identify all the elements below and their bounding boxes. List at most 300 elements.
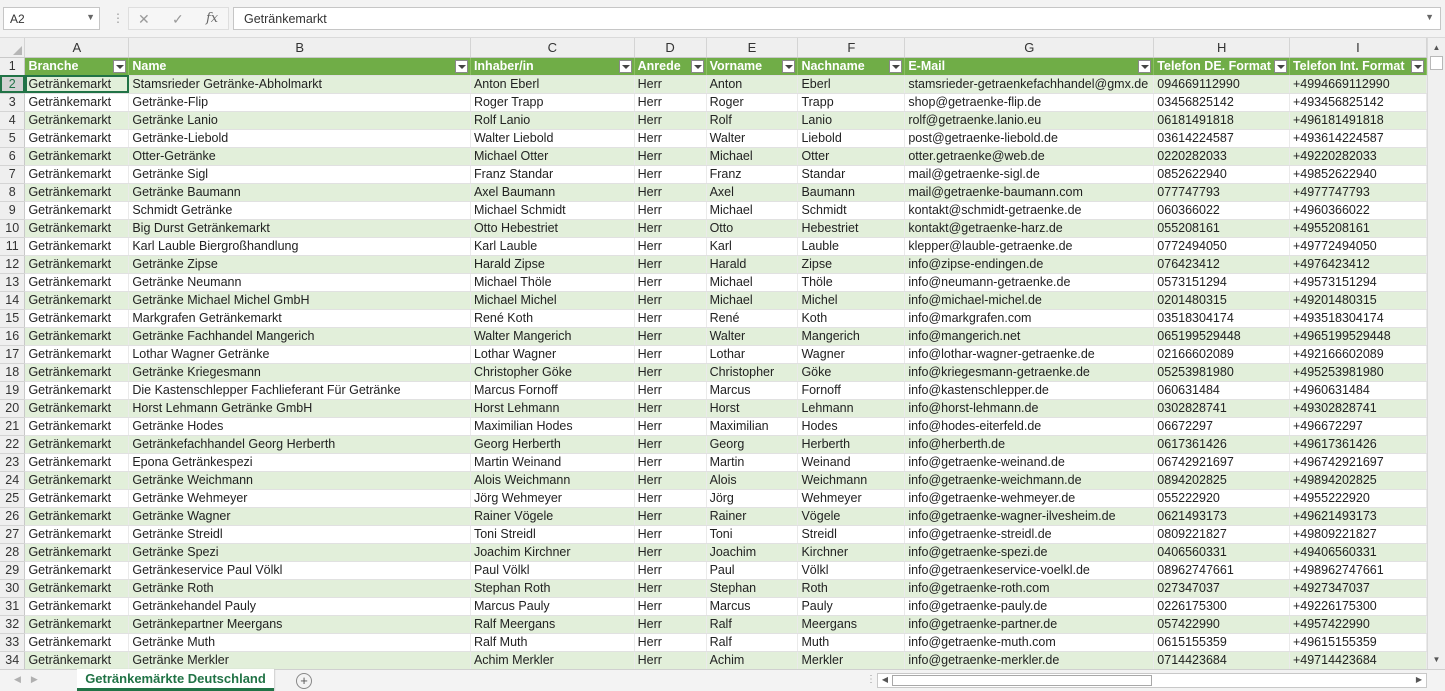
row-header[interactable]: 23 bbox=[0, 453, 25, 471]
cell[interactable]: Liebold bbox=[798, 129, 905, 147]
cell[interactable]: Michel bbox=[798, 291, 905, 309]
row-header[interactable]: 7 bbox=[0, 165, 25, 183]
cell[interactable]: 055208161 bbox=[1154, 219, 1290, 237]
filter-dropdown-icon[interactable] bbox=[1411, 60, 1424, 73]
cell[interactable]: +49714423684 bbox=[1289, 651, 1426, 669]
filter-dropdown-icon[interactable] bbox=[1274, 60, 1287, 73]
cell[interactable]: Getränke-Flip bbox=[129, 93, 471, 111]
cell[interactable]: Georg bbox=[706, 435, 798, 453]
row-header[interactable]: 33 bbox=[0, 633, 25, 651]
cell[interactable]: 0302828741 bbox=[1154, 399, 1290, 417]
cell[interactable]: Getränkemarkt bbox=[25, 507, 129, 525]
cell[interactable]: info@getraenke-weichmann.de bbox=[905, 471, 1154, 489]
cell[interactable]: Toni Streidl bbox=[470, 525, 634, 543]
table-header-cell[interactable] bbox=[1154, 57, 1290, 75]
row-header[interactable]: 31 bbox=[0, 597, 25, 615]
column-header-e[interactable]: E bbox=[706, 38, 798, 57]
cell[interactable]: Joachim bbox=[706, 543, 798, 561]
cell[interactable]: Getränkemarkt bbox=[25, 615, 129, 633]
scroll-left-icon[interactable]: ◀ bbox=[881, 675, 889, 684]
row-header[interactable]: 14 bbox=[0, 291, 25, 309]
filter-dropdown-icon[interactable] bbox=[455, 60, 468, 73]
cell[interactable]: Lothar bbox=[706, 345, 798, 363]
cell[interactable]: Getränke Fachhandel Mangerich bbox=[129, 327, 471, 345]
cell[interactable]: info@lothar-wagner-getraenke.de bbox=[905, 345, 1154, 363]
cell[interactable]: Getränkemarkt bbox=[25, 93, 129, 111]
cell[interactable]: +498962747661 bbox=[1289, 561, 1426, 579]
cell[interactable]: Getränke Roth bbox=[129, 579, 471, 597]
cell[interactable]: Getränkemarkt bbox=[25, 183, 129, 201]
cell[interactable]: info@herberth.de bbox=[905, 435, 1154, 453]
cell[interactable]: Getränkemarkt bbox=[25, 381, 129, 399]
cell[interactable]: Pauly bbox=[798, 597, 905, 615]
horizontal-scroll-thumb[interactable] bbox=[892, 675, 1152, 686]
cell[interactable]: 03518304174 bbox=[1154, 309, 1290, 327]
row-header[interactable]: 11 bbox=[0, 237, 25, 255]
cell[interactable]: Martin bbox=[706, 453, 798, 471]
cell[interactable]: info@getraenke-partner.de bbox=[905, 615, 1154, 633]
cell[interactable]: Kirchner bbox=[798, 543, 905, 561]
cell[interactable]: info@getraenke-streidl.de bbox=[905, 525, 1154, 543]
cell[interactable]: Getränkemarkt bbox=[25, 327, 129, 345]
cell[interactable]: Michael bbox=[706, 291, 798, 309]
cell[interactable]: Franz bbox=[706, 165, 798, 183]
cell[interactable]: Getränkemarkt bbox=[25, 489, 129, 507]
cell[interactable]: 057422990 bbox=[1154, 615, 1290, 633]
cell[interactable]: +4960366022 bbox=[1289, 201, 1426, 219]
cell[interactable]: Georg Herberth bbox=[470, 435, 634, 453]
filter-dropdown-icon[interactable] bbox=[1138, 60, 1151, 73]
cell[interactable]: Otto Hebestriet bbox=[470, 219, 634, 237]
cell[interactable]: Lehmann bbox=[798, 399, 905, 417]
column-header-c[interactable]: C bbox=[470, 38, 634, 57]
row-header[interactable]: 10 bbox=[0, 219, 25, 237]
cell[interactable]: Michael Michel bbox=[470, 291, 634, 309]
cell[interactable]: +49302828741 bbox=[1289, 399, 1426, 417]
cell[interactable]: Eberl bbox=[798, 75, 905, 93]
chevron-down-icon[interactable]: ▼ bbox=[86, 12, 95, 22]
cell[interactable]: Getränkemarkt bbox=[25, 237, 129, 255]
cell[interactable]: info@horst-lehmann.de bbox=[905, 399, 1154, 417]
cell[interactable]: info@mangerich.net bbox=[905, 327, 1154, 345]
cell[interactable]: Axel Baumann bbox=[470, 183, 634, 201]
sheet-nav-arrows-icon[interactable]: ◀▶ bbox=[14, 674, 48, 684]
cell[interactable]: 0226175300 bbox=[1154, 597, 1290, 615]
table-header-cell[interactable] bbox=[706, 57, 798, 75]
cell[interactable]: +496742921697 bbox=[1289, 453, 1426, 471]
cell[interactable]: Roth bbox=[798, 579, 905, 597]
cell[interactable]: Walter bbox=[706, 327, 798, 345]
cell[interactable]: 060631484 bbox=[1154, 381, 1290, 399]
cell[interactable]: Marcus bbox=[706, 381, 798, 399]
cell[interactable]: Paul bbox=[706, 561, 798, 579]
cell[interactable]: Herr bbox=[634, 111, 706, 129]
filter-dropdown-icon[interactable] bbox=[782, 60, 795, 73]
cell[interactable]: Thöle bbox=[798, 273, 905, 291]
scroll-down-icon[interactable]: ▼ bbox=[1432, 655, 1441, 664]
name-box[interactable] bbox=[3, 7, 100, 30]
cell[interactable]: post@getraenke-liebold.de bbox=[905, 129, 1154, 147]
cell[interactable]: info@michael-michel.de bbox=[905, 291, 1154, 309]
chevron-down-icon[interactable]: ▼ bbox=[1425, 12, 1434, 22]
cell[interactable]: Getränkemarkt bbox=[25, 147, 129, 165]
column-header-b[interactable]: B bbox=[129, 38, 471, 57]
cell[interactable]: 055222920 bbox=[1154, 489, 1290, 507]
cell[interactable]: Axel bbox=[706, 183, 798, 201]
cell[interactable]: 0617361426 bbox=[1154, 435, 1290, 453]
column-header-f[interactable]: F bbox=[798, 38, 905, 57]
cell[interactable]: Herr bbox=[634, 489, 706, 507]
cell[interactable]: 0615155359 bbox=[1154, 633, 1290, 651]
cell[interactable]: +49226175300 bbox=[1289, 597, 1426, 615]
cell[interactable]: 05253981980 bbox=[1154, 363, 1290, 381]
cell[interactable]: Ralf Meergans bbox=[470, 615, 634, 633]
cell[interactable]: info@getraenke-pauly.de bbox=[905, 597, 1154, 615]
cell[interactable]: Michael bbox=[706, 201, 798, 219]
cell[interactable]: +49617361426 bbox=[1289, 435, 1426, 453]
cell[interactable]: Getränke Muth bbox=[129, 633, 471, 651]
cell[interactable]: Karl Lauble bbox=[470, 237, 634, 255]
cell[interactable]: Markgrafen Getränkemarkt bbox=[129, 309, 471, 327]
cell[interactable]: Jörg Wehmeyer bbox=[470, 489, 634, 507]
cell[interactable]: 0772494050 bbox=[1154, 237, 1290, 255]
cell[interactable]: Getränkemarkt bbox=[25, 453, 129, 471]
cell[interactable]: +4994669112990 bbox=[1289, 75, 1426, 93]
cell[interactable]: +496672297 bbox=[1289, 417, 1426, 435]
cell[interactable]: Franz Standar bbox=[470, 165, 634, 183]
table-header-cell[interactable] bbox=[905, 57, 1154, 75]
cell[interactable]: info@getraenke-wagner-ilvesheim.de bbox=[905, 507, 1154, 525]
row-header[interactable]: 29 bbox=[0, 561, 25, 579]
cell[interactable]: Getränke Neumann bbox=[129, 273, 471, 291]
cell[interactable]: Anton Eberl bbox=[470, 75, 634, 93]
cell[interactable]: 060366022 bbox=[1154, 201, 1290, 219]
cell[interactable]: +49772494050 bbox=[1289, 237, 1426, 255]
row-header[interactable]: 3 bbox=[0, 93, 25, 111]
cell[interactable]: Getränke Spezi bbox=[129, 543, 471, 561]
cell[interactable]: Stephan bbox=[706, 579, 798, 597]
cell[interactable]: Joachim Kirchner bbox=[470, 543, 634, 561]
cell[interactable]: Herr bbox=[634, 147, 706, 165]
cell[interactable]: +49406560331 bbox=[1289, 543, 1426, 561]
cell[interactable]: Getränke Wehmeyer bbox=[129, 489, 471, 507]
cell[interactable]: Herr bbox=[634, 309, 706, 327]
cell[interactable]: Stephan Roth bbox=[470, 579, 634, 597]
cell[interactable]: +49220282033 bbox=[1289, 147, 1426, 165]
cell[interactable]: info@getraenkeservice-voelkl.de bbox=[905, 561, 1154, 579]
cell[interactable]: info@neumann-getraenke.de bbox=[905, 273, 1154, 291]
cell[interactable]: Roger Trapp bbox=[470, 93, 634, 111]
cell[interactable]: Getränkemarkt bbox=[25, 165, 129, 183]
cell[interactable]: Hodes bbox=[798, 417, 905, 435]
cell[interactable]: info@kriegesmann-getraenke.de bbox=[905, 363, 1154, 381]
cell[interactable]: Christopher bbox=[706, 363, 798, 381]
cell[interactable]: Standar bbox=[798, 165, 905, 183]
cell[interactable]: Weinand bbox=[798, 453, 905, 471]
cell[interactable]: Streidl bbox=[798, 525, 905, 543]
cell[interactable]: Alois bbox=[706, 471, 798, 489]
cell[interactable]: Otter-Getränke bbox=[129, 147, 471, 165]
cell[interactable]: Alois Weichmann bbox=[470, 471, 634, 489]
cell[interactable]: Getränkemarkt bbox=[25, 597, 129, 615]
cell[interactable]: Getränkemarkt bbox=[25, 651, 129, 669]
scroll-up-icon[interactable]: ▲ bbox=[1432, 43, 1441, 52]
cell[interactable]: Michael Otter bbox=[470, 147, 634, 165]
cell[interactable]: Michael Schmidt bbox=[470, 201, 634, 219]
cell[interactable]: Herr bbox=[634, 471, 706, 489]
row-header[interactable]: 4 bbox=[0, 111, 25, 129]
cell[interactable]: Herr bbox=[634, 453, 706, 471]
cell[interactable]: Walter bbox=[706, 129, 798, 147]
cell[interactable]: Herr bbox=[634, 543, 706, 561]
cell[interactable]: rolf@getraenke.lanio.eu bbox=[905, 111, 1154, 129]
cell[interactable]: Lanio bbox=[798, 111, 905, 129]
cell[interactable]: Michael bbox=[706, 273, 798, 291]
cell[interactable]: Herr bbox=[634, 597, 706, 615]
cell[interactable]: info@getraenke-roth.com bbox=[905, 579, 1154, 597]
cancel-icon[interactable]: ✕ bbox=[138, 11, 150, 27]
check-icon[interactable]: ✓ bbox=[172, 11, 184, 27]
cell[interactable]: Wehmeyer bbox=[798, 489, 905, 507]
cell[interactable]: Getränkemarkt bbox=[25, 75, 129, 93]
cell[interactable]: Getränkemarkt bbox=[25, 129, 129, 147]
cell[interactable]: Marcus bbox=[706, 597, 798, 615]
row-header[interactable]: 16 bbox=[0, 327, 25, 345]
cell[interactable]: kontakt@getraenke-harz.de bbox=[905, 219, 1154, 237]
cell[interactable]: Getränkepartner Meergans bbox=[129, 615, 471, 633]
cell[interactable]: Herr bbox=[634, 417, 706, 435]
table-header-cell[interactable] bbox=[798, 57, 905, 75]
cell[interactable]: +4955222920 bbox=[1289, 489, 1426, 507]
row-header[interactable]: 13 bbox=[0, 273, 25, 291]
cell[interactable]: Ralf bbox=[706, 615, 798, 633]
cell[interactable]: Achim bbox=[706, 651, 798, 669]
cell[interactable]: +493456825142 bbox=[1289, 93, 1426, 111]
cell[interactable]: mail@getraenke-sigl.de bbox=[905, 165, 1154, 183]
cell[interactable]: Horst Lehmann bbox=[470, 399, 634, 417]
cell[interactable]: 06181491818 bbox=[1154, 111, 1290, 129]
cell[interactable]: Herr bbox=[634, 507, 706, 525]
cell[interactable]: Getränkemarkt bbox=[25, 201, 129, 219]
cell[interactable]: stamsrieder-getraenkefachhandel@gmx.de bbox=[905, 75, 1154, 93]
cell[interactable]: info@kastenschlepper.de bbox=[905, 381, 1154, 399]
cell[interactable]: Baumann bbox=[798, 183, 905, 201]
cell[interactable]: Herr bbox=[634, 255, 706, 273]
cell[interactable]: 03456825142 bbox=[1154, 93, 1290, 111]
row-header[interactable]: 5 bbox=[0, 129, 25, 147]
cell[interactable]: Getränkemarkt bbox=[25, 291, 129, 309]
cell[interactable]: Muth bbox=[798, 633, 905, 651]
cell[interactable]: Völkl bbox=[798, 561, 905, 579]
cell[interactable]: Herr bbox=[634, 201, 706, 219]
cell[interactable]: Lothar Wagner Getränke bbox=[129, 345, 471, 363]
cell[interactable]: +49809221827 bbox=[1289, 525, 1426, 543]
cell[interactable]: info@getraenke-merkler.de bbox=[905, 651, 1154, 669]
row-header[interactable]: 1 bbox=[0, 57, 25, 75]
cell[interactable]: Michael bbox=[706, 147, 798, 165]
cell[interactable]: Merkler bbox=[798, 651, 905, 669]
cell[interactable]: Getränke Baumann bbox=[129, 183, 471, 201]
cell[interactable]: Trapp bbox=[798, 93, 905, 111]
cell[interactable]: Horst bbox=[706, 399, 798, 417]
row-header[interactable]: 8 bbox=[0, 183, 25, 201]
cell[interactable]: Roger bbox=[706, 93, 798, 111]
cell[interactable]: Getränkemarkt bbox=[25, 561, 129, 579]
cell[interactable]: Horst Lehmann Getränke GmbH bbox=[129, 399, 471, 417]
cell[interactable]: info@getraenke-muth.com bbox=[905, 633, 1154, 651]
cell[interactable]: 0809221827 bbox=[1154, 525, 1290, 543]
cell[interactable]: Big Durst Getränkemarkt bbox=[129, 219, 471, 237]
cell[interactable]: Otter bbox=[798, 147, 905, 165]
row-header[interactable]: 2 bbox=[0, 75, 25, 93]
cell[interactable]: info@hodes-eiterfeld.de bbox=[905, 417, 1154, 435]
row-header[interactable]: 30 bbox=[0, 579, 25, 597]
row-header[interactable]: 22 bbox=[0, 435, 25, 453]
horizontal-scrollbar[interactable] bbox=[877, 673, 1427, 688]
cell[interactable]: Herr bbox=[634, 291, 706, 309]
cell[interactable]: Rainer bbox=[706, 507, 798, 525]
cell[interactable]: René bbox=[706, 309, 798, 327]
cell[interactable]: +4927347037 bbox=[1289, 579, 1426, 597]
row-header[interactable]: 26 bbox=[0, 507, 25, 525]
cell[interactable]: info@zipse-endingen.de bbox=[905, 255, 1154, 273]
cell[interactable]: +49621493173 bbox=[1289, 507, 1426, 525]
cell[interactable]: Rainer Vögele bbox=[470, 507, 634, 525]
cell[interactable]: Harald Zipse bbox=[470, 255, 634, 273]
cell[interactable]: +4965199529448 bbox=[1289, 327, 1426, 345]
cell[interactable]: 06742921697 bbox=[1154, 453, 1290, 471]
cell[interactable]: René Koth bbox=[470, 309, 634, 327]
formula-input[interactable] bbox=[233, 7, 1441, 30]
cell[interactable]: Getränke Lanio bbox=[129, 111, 471, 129]
cell[interactable]: Getränke Merkler bbox=[129, 651, 471, 669]
cell[interactable]: Schmidt Getränke bbox=[129, 201, 471, 219]
cell[interactable]: Getränke Zipse bbox=[129, 255, 471, 273]
cell[interactable]: +4957422990 bbox=[1289, 615, 1426, 633]
cell[interactable]: 02166602089 bbox=[1154, 345, 1290, 363]
cell[interactable]: 094669112990 bbox=[1154, 75, 1290, 93]
cell[interactable]: otter.getraenke@web.de bbox=[905, 147, 1154, 165]
cell[interactable]: Herr bbox=[634, 75, 706, 93]
cell[interactable]: 076423412 bbox=[1154, 255, 1290, 273]
row-header[interactable]: 24 bbox=[0, 471, 25, 489]
row-header[interactable]: 9 bbox=[0, 201, 25, 219]
column-header-h[interactable]: H bbox=[1154, 38, 1290, 57]
cell[interactable]: Getränke Hodes bbox=[129, 417, 471, 435]
cell[interactable]: 0406560331 bbox=[1154, 543, 1290, 561]
row-header[interactable]: 32 bbox=[0, 615, 25, 633]
cell[interactable]: kontakt@schmidt-getraenke.de bbox=[905, 201, 1154, 219]
cell[interactable]: +49573151294 bbox=[1289, 273, 1426, 291]
cell[interactable]: Herr bbox=[634, 273, 706, 291]
cell[interactable]: info@getraenke-spezi.de bbox=[905, 543, 1154, 561]
cell[interactable]: Getränkehandel Pauly bbox=[129, 597, 471, 615]
table-header-cell[interactable] bbox=[25, 57, 129, 75]
row-header[interactable]: 15 bbox=[0, 309, 25, 327]
cell[interactable]: Ralf bbox=[706, 633, 798, 651]
cell[interactable]: Achim Merkler bbox=[470, 651, 634, 669]
cell[interactable]: Göke bbox=[798, 363, 905, 381]
cell[interactable]: +49201480315 bbox=[1289, 291, 1426, 309]
table-header-cell[interactable] bbox=[1289, 57, 1426, 75]
cell[interactable]: Rolf Lanio bbox=[470, 111, 634, 129]
column-header-g[interactable]: G bbox=[905, 38, 1154, 57]
cell[interactable]: 08962747661 bbox=[1154, 561, 1290, 579]
cell[interactable]: Herr bbox=[634, 93, 706, 111]
cell[interactable]: 0852622940 bbox=[1154, 165, 1290, 183]
cell[interactable]: Getränke-Liebold bbox=[129, 129, 471, 147]
row-header[interactable]: 18 bbox=[0, 363, 25, 381]
cell[interactable]: Zipse bbox=[798, 255, 905, 273]
cell[interactable]: Herr bbox=[634, 525, 706, 543]
cell[interactable]: Getränkemarkt bbox=[25, 579, 129, 597]
cell[interactable]: Getränke Kriegesmann bbox=[129, 363, 471, 381]
cell[interactable]: Getränkemarkt bbox=[25, 633, 129, 651]
cell[interactable]: Toni bbox=[706, 525, 798, 543]
cell[interactable]: Fornoff bbox=[798, 381, 905, 399]
cell[interactable]: Herr bbox=[634, 381, 706, 399]
filter-dropdown-icon[interactable] bbox=[691, 60, 704, 73]
cell[interactable]: 0714423684 bbox=[1154, 651, 1290, 669]
cell[interactable]: Wagner bbox=[798, 345, 905, 363]
cell[interactable]: Getränkemarkt bbox=[25, 255, 129, 273]
cell[interactable]: Getränke Sigl bbox=[129, 165, 471, 183]
cell[interactable]: Herr bbox=[634, 237, 706, 255]
cell[interactable]: Herr bbox=[634, 165, 706, 183]
cell[interactable]: 077747793 bbox=[1154, 183, 1290, 201]
cell[interactable]: Herr bbox=[634, 633, 706, 651]
cell[interactable]: Getränke Wagner bbox=[129, 507, 471, 525]
row-header[interactable]: 20 bbox=[0, 399, 25, 417]
cell[interactable]: Weichmann bbox=[798, 471, 905, 489]
cell[interactable]: 0894202825 bbox=[1154, 471, 1290, 489]
add-sheet-icon[interactable]: + bbox=[296, 673, 312, 689]
scroll-right-icon[interactable]: ▶ bbox=[1415, 675, 1423, 684]
cell[interactable]: 06672297 bbox=[1154, 417, 1290, 435]
cell[interactable]: Herr bbox=[634, 129, 706, 147]
cell[interactable]: +4955208161 bbox=[1289, 219, 1426, 237]
cell[interactable]: Getränke Michael Michel GmbH bbox=[129, 291, 471, 309]
cell[interactable]: Maximilian bbox=[706, 417, 798, 435]
cell[interactable]: Vögele bbox=[798, 507, 905, 525]
cell[interactable]: Maximilian Hodes bbox=[470, 417, 634, 435]
cell[interactable]: +492166602089 bbox=[1289, 345, 1426, 363]
column-header-a[interactable]: A bbox=[25, 38, 129, 57]
cell[interactable]: 0201480315 bbox=[1154, 291, 1290, 309]
row-header[interactable]: 6 bbox=[0, 147, 25, 165]
cell[interactable]: 065199529448 bbox=[1154, 327, 1290, 345]
row-header[interactable]: 25 bbox=[0, 489, 25, 507]
vertical-scroll-thumb[interactable] bbox=[1430, 56, 1443, 70]
cell[interactable]: Herr bbox=[634, 345, 706, 363]
cell[interactable]: Herr bbox=[634, 219, 706, 237]
cell[interactable]: Getränkemarkt bbox=[25, 273, 129, 291]
filter-dropdown-icon[interactable] bbox=[619, 60, 632, 73]
cell[interactable]: 027347037 bbox=[1154, 579, 1290, 597]
cell[interactable]: Schmidt bbox=[798, 201, 905, 219]
cell[interactable]: Getränkemarkt bbox=[25, 399, 129, 417]
vertical-scrollbar[interactable] bbox=[1427, 38, 1445, 669]
cell[interactable]: Walter Mangerich bbox=[470, 327, 634, 345]
cell[interactable]: Getränkemarkt bbox=[25, 471, 129, 489]
cell[interactable]: Getränkemarkt bbox=[25, 219, 129, 237]
cell[interactable]: Herr bbox=[634, 579, 706, 597]
table-header-cell[interactable] bbox=[634, 57, 706, 75]
cell[interactable]: Getränkemarkt bbox=[25, 417, 129, 435]
cell[interactable]: Mangerich bbox=[798, 327, 905, 345]
cell[interactable]: Koth bbox=[798, 309, 905, 327]
cell[interactable]: Herr bbox=[634, 327, 706, 345]
